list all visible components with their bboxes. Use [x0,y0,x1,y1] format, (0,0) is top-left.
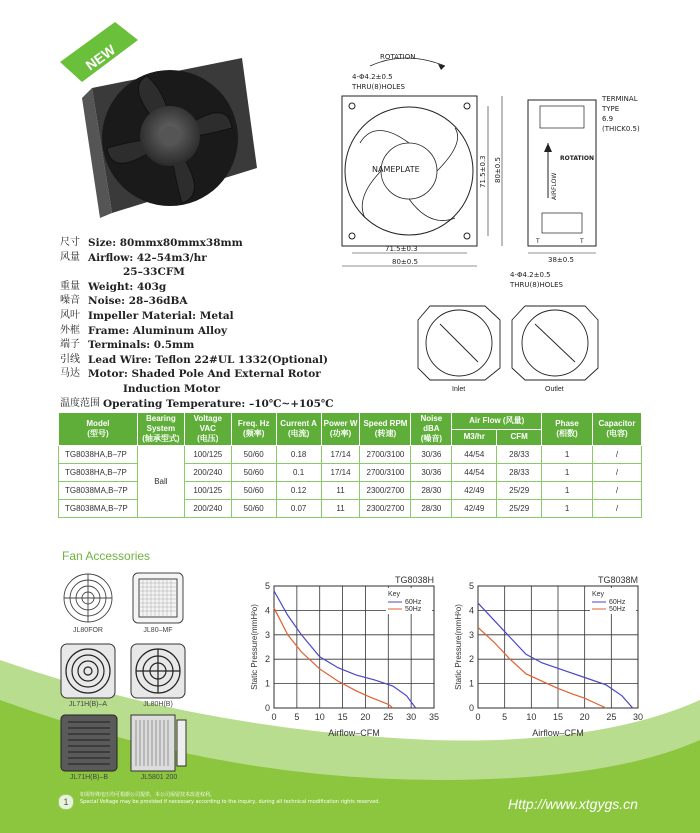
spec-label-cn: 温度范围 [60,397,100,409]
table-header-row [59,413,642,430]
terminal-label-3: 6.9 [602,115,614,123]
dim-80-h: 80±0.5 [392,258,418,266]
accessory-label: JL71H(B)–B [69,774,109,781]
col-voltage: Voltage VAC (电压) [184,413,231,446]
spec-label-cn: 噪音 [60,295,80,307]
spec-row [60,324,390,339]
page-number: 1 [58,794,74,810]
col-noise: Noise dBA (噪音) [411,413,452,446]
new-badge [60,22,140,92]
side-t2: T [580,238,584,245]
spec-value: Weight: 403g [88,280,167,293]
spec-value: Airflow: 42–54m3/hr [88,251,207,264]
x-tick-label: 25 [606,712,617,722]
nameplate-label: NAMEPLATE [372,165,420,174]
spec-value: Operating Temperature: –10℃~+105℃ [103,397,334,410]
chart-title: TG8038H [394,575,434,585]
y-tick-label: 2 [264,654,270,665]
col-freq: Freq. Hz (频率) [231,413,276,446]
fan-guard-jl80for [62,572,114,624]
legend-entry: 50Hz [405,606,422,613]
filter-jl5801 [130,714,188,772]
spec-label-cn: 马达 [60,368,80,380]
spec-row [60,309,390,324]
spec-row [60,265,390,280]
spec-value: Impeller Material: Metal [88,309,234,322]
spec-table [58,412,642,518]
col-phase: Phase (相数) [542,413,593,446]
terminal-label-2: TYPE [602,105,620,113]
spec-label-cn: 外框 [60,324,80,336]
spec-value: Frame: Aluminum Alloy [88,324,228,337]
spec-label-cn: 端子 [60,339,80,351]
spec-label-cn: 重量 [60,280,80,292]
spec-value: Size: 80mmx80mmx38mm [88,237,243,249]
y-tick-label: 1 [468,678,474,689]
terminal-label-1: TERMINAL [602,95,638,103]
x-axis-label: Airflow–CFM [328,728,380,738]
dim-38: 38±0.5 [548,256,574,264]
x-tick-label: 35 [428,712,440,722]
x-tick-label: 30 [632,712,644,722]
x-tick-label: 10 [314,712,325,722]
legend-entry: 60Hz [609,599,626,606]
spec-value: Terminals: 0.5mm [88,339,195,352]
outlet-label: Outlet [545,386,564,393]
spec-row [60,236,390,251]
dim-715-v: 71.5±0.3 [479,155,487,188]
holes-label-top2: THRU(8)HOLES [352,83,405,91]
y-tick-label: 0 [264,703,270,713]
y-tick-label: 4 [468,605,474,616]
spec-label-cn: 尺寸 [60,237,80,248]
table-row: TG8038HA,B–7P Ball 100/125 50/60 0.18 17/14 2700/3100 30/36 44/54 28/33 1 / [59,446,642,464]
col-model: Model (型号) [59,413,138,446]
x-tick-label: 20 [360,712,371,722]
x-tick-label: 10 [526,712,537,722]
spec-row [60,397,390,412]
spec-row [60,367,390,382]
guard-jl71hba [60,643,116,699]
accessory-label: JL5801 200 [140,774,178,781]
side-airflow: AIRFLOW [551,172,558,200]
footer-note-en: Special Voltage may be provided if necessary according to the inquiry, during all technical modification rights reserved. [80,799,381,805]
spec-row [60,280,390,295]
accessory-label: JL80FOR [73,627,103,634]
col-current: Current A (电流) [276,413,321,446]
side-rotation: ROTATION [560,155,594,162]
spec-value: Induction Motor [123,382,221,395]
x-axis-label: Airflow–CFM [532,728,584,738]
spec-label-cn: 风量 [60,251,80,263]
accessory-label: JL71H(B)–A [68,701,108,708]
x-tick-label: 15 [552,712,564,722]
spec-row [60,338,390,353]
table-row: TG8038MA,B–7P 200/240 50/60 0.07 11 2300/2700 28/30 42/49 25/29 1 / [59,500,642,518]
spec-value: 25–33CFM [123,266,185,279]
x-tick-label: 20 [579,712,590,722]
y-tick-label: 2 [468,654,474,665]
table-row: TG8038MA,B–7P 100/125 50/60 0.12 11 2300/2700 28/30 42/49 25/29 1 / [59,482,642,500]
col-power: Power W (功率) [321,413,360,446]
accessories-title: Fan Accessories [62,549,151,563]
new-badge-text: NEW [82,41,119,74]
side-t1: T [536,238,540,245]
x-tick-label: 5 [294,712,300,722]
x-tick-label: 0 [271,712,277,722]
x-tick-label: 0 [475,712,481,722]
legend-entry: 60Hz [405,599,422,606]
guard-jl71hbb [60,714,118,772]
spec-row [60,251,390,266]
pressure-chart-m [452,572,652,748]
legend-title: Key [388,591,401,598]
table-row: TG8038HA,B–7P 200/240 50/60 0.1 17/14 2700/3100 30/36 44/54 28/33 1 / [59,464,642,482]
pressure-chart-h [248,572,448,748]
y-tick-label: 3 [468,629,474,640]
y-axis-label: Static Pressure(mmH²o) [454,604,463,690]
accessory-label: JL80H(B) [143,701,173,708]
spec-value: Motor: Shaded Pole And External Rotor [88,368,321,381]
terminal-label-4: (THICK0.5) [602,125,640,133]
accessory-label: JL80–MF [143,627,173,634]
holes-label-top: 4-Φ4.2±0.5 [352,73,393,81]
spec-row [60,294,390,309]
x-tick-label: 25 [383,712,394,722]
filter-jl80mf [132,572,184,624]
spec-label-cn: 引线 [60,353,80,365]
y-tick-label: 3 [264,629,270,640]
spec-row [60,382,390,397]
bearing-cell: Ball [137,446,184,518]
col-speed: Speed RPM (转速) [360,413,411,446]
footer-note-cn: 如需特殊电压均可根据公司提供，本公司保留技术改进权利。 [80,792,216,798]
chart-title: TG8038M [597,575,638,585]
x-tick-label: 5 [502,712,508,722]
spec-value: Lead Wire: Teflon 22#UL 1332(Optional) [88,353,328,366]
spec-value: Noise: 28–36dBA [88,295,188,308]
col-bearing: Bearing System (轴承型式) [137,413,184,446]
x-tick-label: 30 [406,712,417,722]
col-cfm: CFM [497,429,542,446]
holes-label-bottom2: THRU(8)HOLES [510,281,563,289]
y-tick-label: 4 [264,605,270,616]
holes-label-bottom: 4-Φ4.2±0.5 [510,271,551,279]
legend-entry: 50Hz [609,606,626,613]
y-axis-label: Static Pressure(mmH²o) [250,604,259,690]
spec-label-cn: 风叶 [60,309,80,321]
guard-jl80hb [130,643,186,699]
y-tick-label: 1 [264,678,270,689]
spec-list [60,236,390,411]
col-m3: M3/hr [452,429,497,446]
dim-80-v: 80±0.5 [494,157,502,183]
dim-715-h: 71.5±0.3 [385,245,418,253]
spec-row [60,353,390,368]
rotation-label: ROTATION [380,53,416,61]
inlet-label: Inlet [452,386,466,393]
y-tick-label: 5 [264,581,270,591]
footer-url[interactable]: Http://www.xtgygs.cn [508,796,638,812]
footer-note [80,792,400,806]
col-capacitor: Capacitor (电容) [592,413,641,446]
x-tick-label: 15 [337,712,348,722]
legend-title: Key [592,591,605,598]
y-tick-label: 0 [468,703,474,713]
y-tick-label: 5 [468,581,474,591]
col-airflow: Air Flow (风量) [452,413,542,430]
